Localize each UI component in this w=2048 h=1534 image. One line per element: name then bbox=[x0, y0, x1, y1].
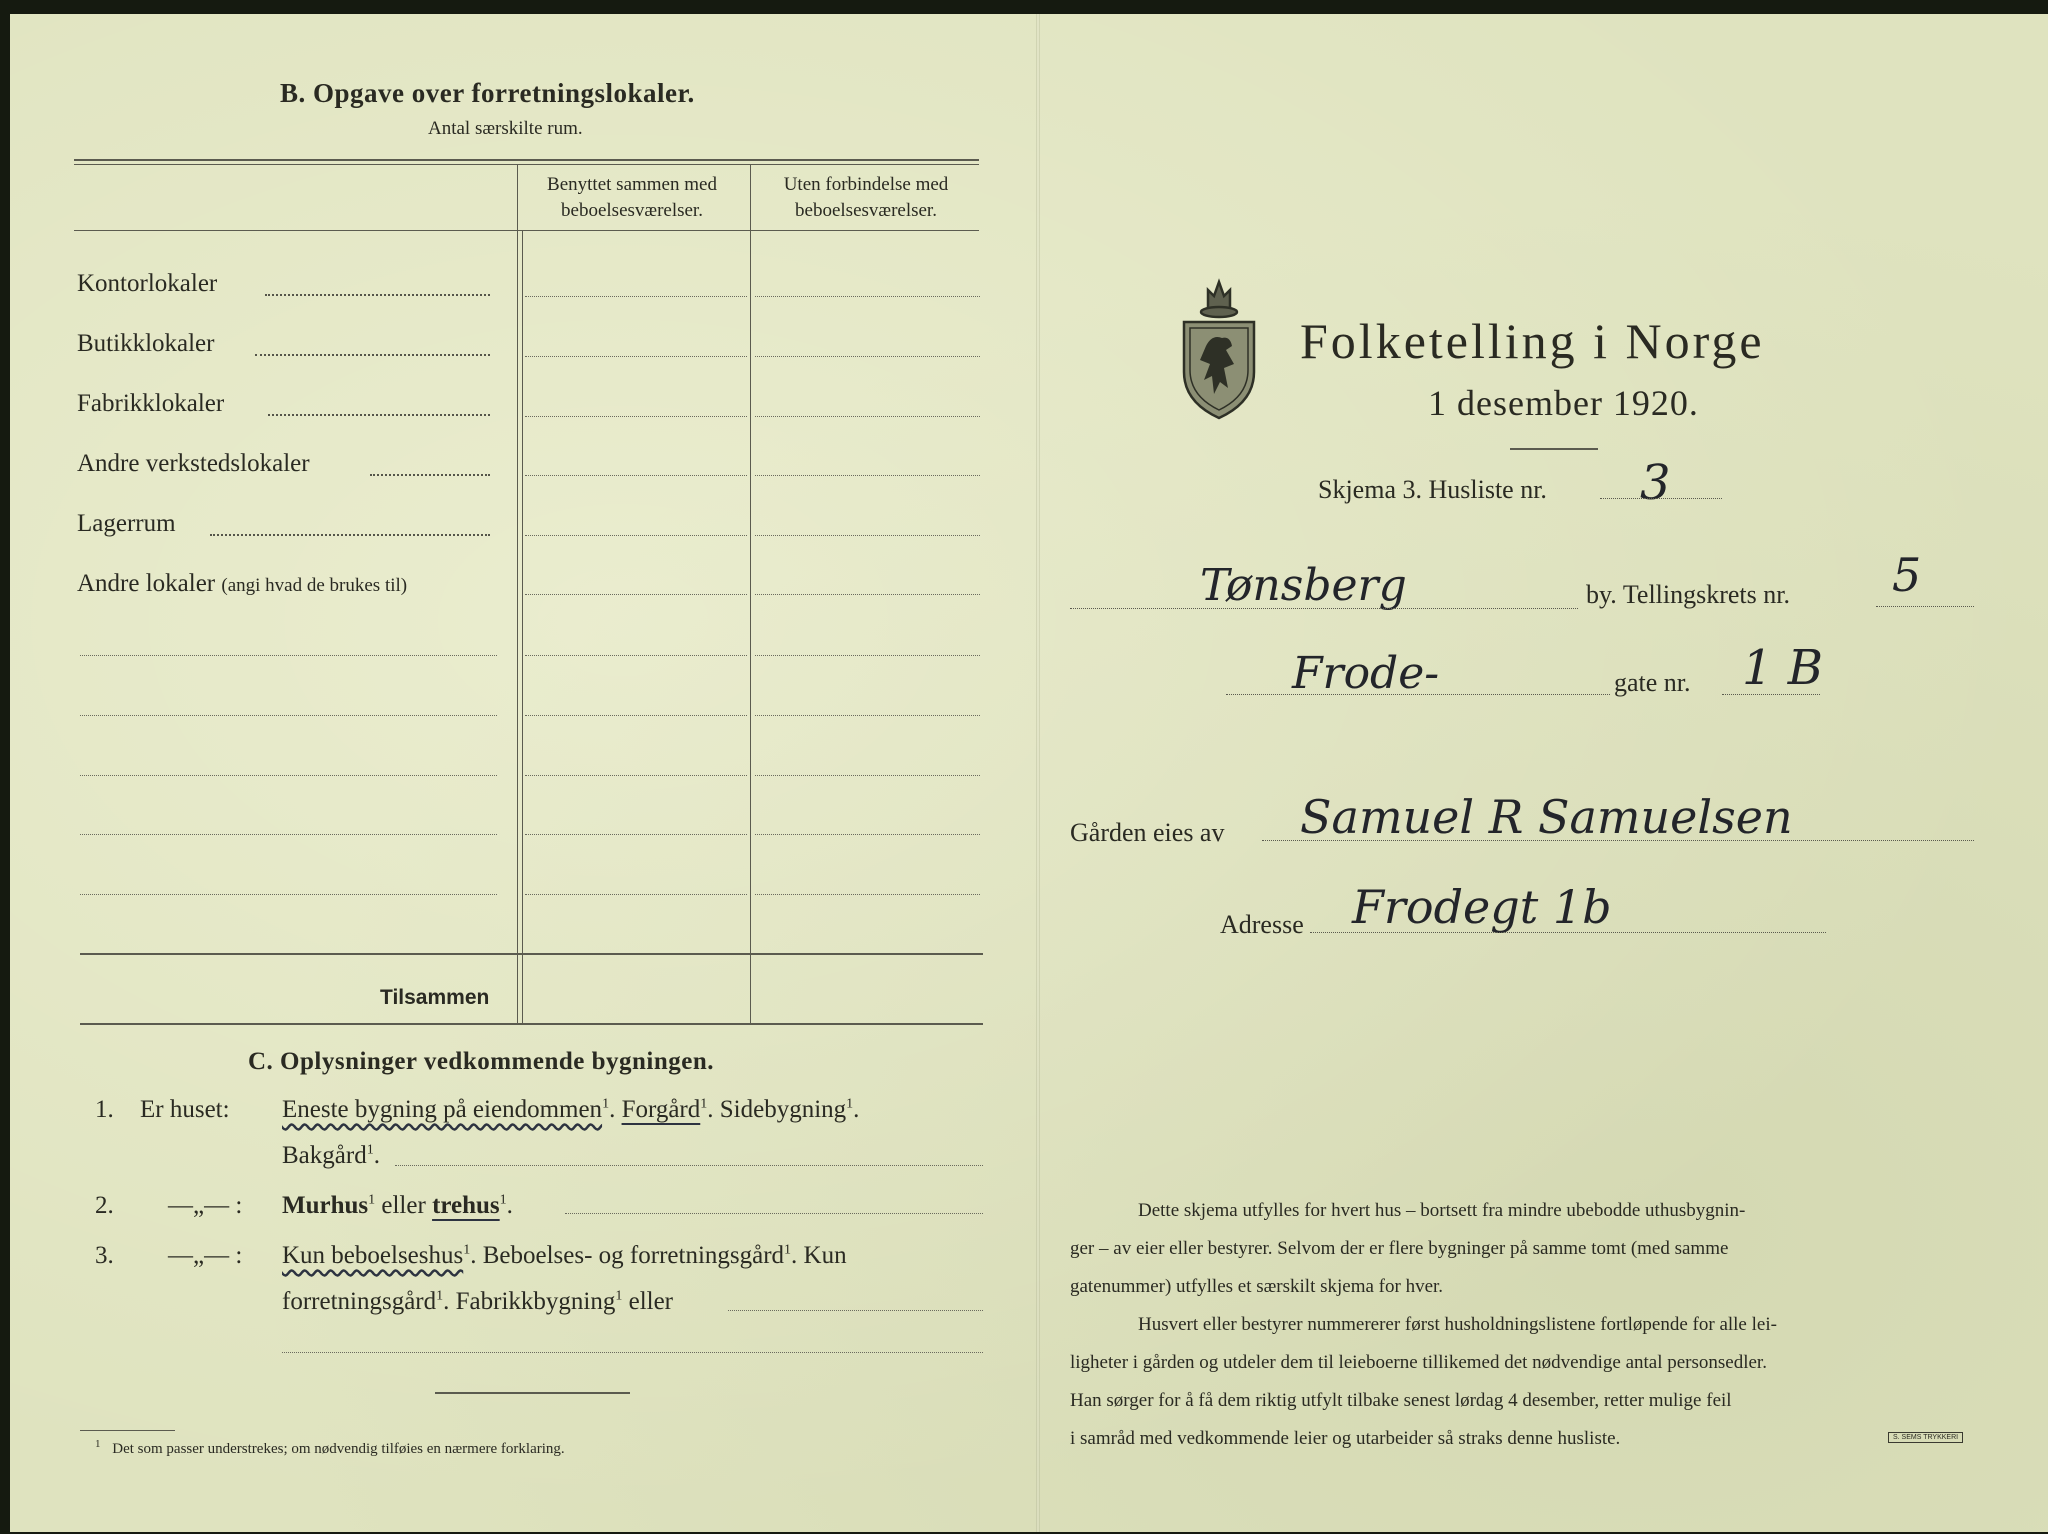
gate-nr-line bbox=[1722, 694, 1820, 695]
cell-line bbox=[755, 655, 980, 656]
street-value[interactable]: Frode- bbox=[1292, 648, 1440, 699]
cover-date: 1 desember 1920. bbox=[1428, 383, 1699, 423]
cell-line bbox=[525, 715, 747, 716]
schema-label: Skjema 3. Husliste nr. bbox=[1318, 475, 1547, 504]
row-dots bbox=[370, 474, 490, 476]
cell-line bbox=[525, 416, 747, 417]
question-2-ditto: —„— : bbox=[168, 1192, 243, 1219]
option-eneste-bygning: Eneste bygning på eiendommen bbox=[282, 1096, 603, 1123]
instructions-line-5: ligheter i gården og utdeler dem til leieboerne tillikemed det nødvendige antal personsedler. bbox=[1070, 1352, 1767, 1373]
instructions-line-4: Husvert eller bestyrer nummererer først husholdningslistene fortløpende for alle lei- bbox=[1138, 1314, 1777, 1335]
row-dots bbox=[268, 414, 490, 416]
question-1-label: Er huset: bbox=[140, 1096, 230, 1123]
instructions-line-6: Han sørger for å få dem riktig utfylt tilbake senest lørdag 4 desember, retter mulige feil bbox=[1070, 1390, 1732, 1411]
question-1-options-line2: Bakgård$^1$. bbox=[282, 1142, 380, 1169]
owner-value[interactable]: Samuel R Samuelsen bbox=[1300, 790, 1793, 844]
page-fold bbox=[1036, 14, 1040, 1532]
blank-row-line bbox=[80, 655, 497, 656]
row-dots bbox=[210, 534, 490, 536]
col2-header-line1: Uten forbindelse med bbox=[783, 174, 949, 195]
answer-line bbox=[395, 1165, 983, 1166]
row-label-kontorlokaler: Kontorlokaler bbox=[77, 270, 218, 297]
answer-line bbox=[728, 1310, 983, 1311]
footnote-rule bbox=[80, 1430, 175, 1431]
husliste-nr-value[interactable]: 3 bbox=[1640, 455, 1671, 511]
tellingskrets-nr-line bbox=[1876, 606, 1974, 607]
question-1-number: 1. bbox=[95, 1096, 114, 1123]
col1-header-line1: Benyttet sammen med bbox=[547, 174, 717, 195]
cell-line bbox=[525, 475, 747, 476]
cell-line bbox=[525, 356, 747, 357]
option-fabrikkbygning: Fabrikkbygning bbox=[455, 1288, 616, 1315]
question-2-number: 2. bbox=[95, 1192, 114, 1219]
footnote-text: Det som passer understrekes; om nødvendig tilføies en nærmere forklaring. bbox=[112, 1441, 565, 1457]
owner-label: Gården eies av bbox=[1070, 818, 1225, 847]
footnote-mark: 1 bbox=[95, 1438, 101, 1450]
coat-of-arms-icon bbox=[1176, 272, 1262, 422]
blank-row-line bbox=[80, 715, 497, 716]
question-3-options-line2: forretningsgård$^1$. Fabrikkbygning$^1$ eller bbox=[282, 1288, 674, 1315]
instructions-line-3: gatenummer) utfylles et særskilt skjema for hver. bbox=[1070, 1276, 1444, 1297]
section-b-subtitle: Antal særskilte rum. bbox=[428, 118, 583, 139]
andre-lokaler-text: Andre lokaler bbox=[77, 570, 216, 597]
cell-line bbox=[755, 296, 980, 297]
blank-row-line bbox=[80, 894, 497, 895]
option-trehus: trehus bbox=[432, 1192, 500, 1219]
cell-line bbox=[525, 535, 747, 536]
city-line bbox=[1070, 608, 1578, 609]
title-short-rule bbox=[1510, 448, 1598, 450]
section-end-rule bbox=[435, 1392, 630, 1394]
col1-header-line2: beboelsesværelser. bbox=[561, 200, 703, 221]
question-3-or: eller bbox=[628, 1288, 674, 1315]
cell-line bbox=[755, 775, 980, 776]
cell-line bbox=[755, 416, 980, 417]
gate-nr-value[interactable]: 1 B bbox=[1742, 640, 1824, 696]
cell-line bbox=[525, 296, 747, 297]
option-kun-beboelseshus: Kun beboelseshus bbox=[282, 1242, 464, 1269]
row-dots bbox=[255, 354, 490, 356]
total-label: Tilsammen bbox=[380, 986, 490, 1009]
question-3-number: 3. bbox=[95, 1242, 114, 1269]
table-col-divider-1b bbox=[522, 230, 523, 1024]
tellingskrets-nr-value[interactable]: 5 bbox=[1892, 548, 1922, 602]
blank-row-line bbox=[80, 834, 497, 835]
cell-line bbox=[755, 715, 980, 716]
blank-row-line bbox=[80, 775, 497, 776]
cell-line bbox=[525, 594, 747, 595]
option-kun: Kun bbox=[803, 1242, 847, 1269]
question-3-options: Kun beboelseshus$^1$. Beboelses- og forretningsgård$^1$. Kun bbox=[282, 1242, 847, 1269]
option-forretningsgard: forretningsgård bbox=[282, 1288, 437, 1315]
row-label-fabrikklokaler: Fabrikklokaler bbox=[77, 390, 225, 417]
table-top-rule bbox=[74, 159, 979, 161]
cell-line bbox=[755, 894, 980, 895]
column-header-with-dwellings bbox=[516, 172, 748, 224]
printer-stamp: S. SEMS TRYKKERI bbox=[1888, 1432, 1963, 1443]
instructions-line-2: ger – av eier eller bestyrer. Selvom der er flere bygninger på samme tomt (med samme bbox=[1070, 1238, 1729, 1259]
cell-line bbox=[755, 535, 980, 536]
question-3-ditto: —„— : bbox=[168, 1242, 243, 1269]
address-line bbox=[1310, 932, 1826, 933]
total-top-rule bbox=[80, 953, 983, 955]
address-label: Adresse bbox=[1220, 910, 1304, 939]
cell-line bbox=[525, 894, 747, 895]
section-b-title: B. Opgave over forretningslokaler. bbox=[280, 78, 695, 108]
city-value[interactable]: Tønsberg bbox=[1200, 560, 1407, 611]
question-1-options: Eneste bygning på eiendommen$^1$. Forgård$^1$. Sidebygning$^1$. bbox=[282, 1096, 860, 1123]
cell-line bbox=[755, 834, 980, 835]
instructions-line-7: i samråd med vedkommende leier og utarbeider så straks denne husliste. bbox=[1070, 1428, 1621, 1449]
table-top-rule-2 bbox=[74, 164, 979, 165]
table-col-divider-2 bbox=[750, 164, 751, 1024]
cell-line bbox=[525, 834, 747, 835]
street-line bbox=[1226, 694, 1610, 695]
instructions-line-1: Dette skjema utfylles for hvert hus – bortsett fra mindre ubebodde uthusbygnin- bbox=[1138, 1200, 1746, 1221]
cell-line bbox=[755, 356, 980, 357]
cell-line bbox=[525, 775, 747, 776]
cell-line bbox=[755, 475, 980, 476]
section-c-title: C. Oplysninger vedkommende bygningen. bbox=[248, 1048, 715, 1075]
row-dots bbox=[265, 294, 490, 296]
col2-header-line2: beboelsesværelser. bbox=[795, 200, 937, 221]
cover-title: Folketelling i Norge bbox=[1300, 313, 1765, 369]
address-value[interactable]: Frodegt 1b bbox=[1352, 880, 1612, 934]
option-beboelses-og-forretningsgard: Beboelses- og forretningsgård bbox=[482, 1242, 785, 1269]
by-tellingskrets-label: by. Tellingskrets nr. bbox=[1586, 580, 1791, 609]
andre-lokaler-note: (angi hvad de brukes til) bbox=[221, 575, 408, 596]
row-label-butikklokaler: Butikklokaler bbox=[77, 330, 215, 357]
table-col-divider-1 bbox=[517, 164, 518, 1024]
answer-line bbox=[565, 1213, 983, 1214]
cell-line bbox=[755, 594, 980, 595]
row-label-andre-verksted: Andre verkstedslokaler bbox=[77, 450, 310, 477]
option-bakgard: Bakgård bbox=[282, 1142, 367, 1169]
footnote bbox=[95, 1438, 565, 1458]
row-label-lagerrum: Lagerrum bbox=[77, 510, 176, 537]
row-label-andre-lokaler bbox=[77, 570, 407, 598]
answer-line bbox=[282, 1352, 983, 1353]
header-bottom-rule bbox=[74, 230, 979, 231]
option-murhus: Murhus bbox=[282, 1192, 369, 1219]
total-bottom-rule bbox=[80, 1023, 983, 1025]
gate-nr-label: gate nr. bbox=[1614, 668, 1691, 697]
owner-line bbox=[1262, 840, 1974, 841]
question-2-options: Murhus$^1$ eller trehus$^1$. bbox=[282, 1192, 513, 1219]
husliste-nr-line bbox=[1600, 498, 1722, 499]
option-forgard: Forgård bbox=[621, 1096, 701, 1123]
option-sidebygning: Sidebygning bbox=[719, 1096, 847, 1123]
column-header-without-dwellings bbox=[752, 172, 980, 224]
question-2-or: eller bbox=[381, 1192, 426, 1219]
cell-line bbox=[525, 655, 747, 656]
